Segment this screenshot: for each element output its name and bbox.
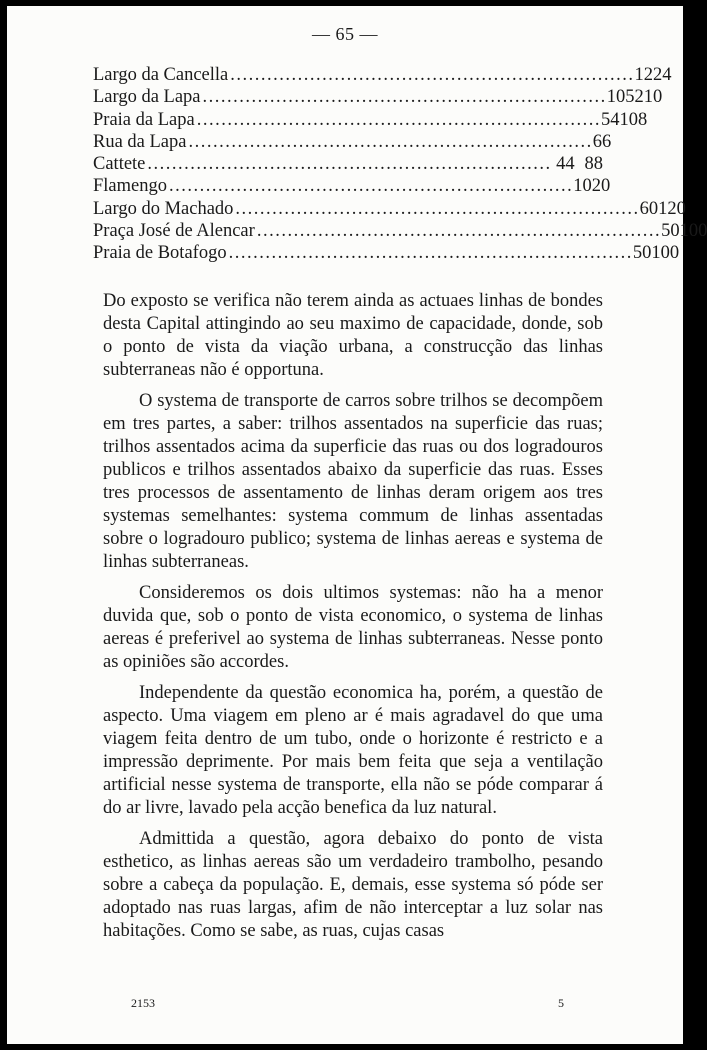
value-col-1: 10: [573, 176, 592, 197]
body-text: [103, 290, 603, 951]
leader-dots: ..................................................................: [147, 154, 552, 175]
street-name: Largo da Lapa: [93, 87, 201, 108]
value-col-2: 24: [653, 65, 672, 85]
table-row: [93, 242, 680, 264]
leader-dots: ..................................................................: [188, 131, 593, 152]
table-row: [93, 220, 707, 242]
street-name: Rua da Lapa: [93, 131, 187, 152]
leader-dots: ..................................................................: [196, 109, 601, 130]
value-col-1: 12: [634, 65, 654, 85]
paragraph: O systema de transporte de carros sobre trilhos se decompõem em tres partes, a saber: trilhos assentados na superficie das ruas; trilhos assentados acima da superficie das ruas ou dos logradouros publicos e trilhos assentados abaixo da superficie das ruas. Esses tres processos de assentamento de linhas deram origem aos tres systemas semelhantes: systema commum de linhas assentadas sobre o logradouro publico; systema de linhas aereas e systema de linhas subterraneas.: [103, 391, 603, 572]
document-page: [7, 6, 707, 1044]
value-col-2: 100: [651, 243, 680, 264]
value-col-1: 44: [556, 154, 575, 175]
table-row: [93, 131, 612, 153]
leader-dots: ..................................................................: [256, 221, 662, 242]
value-col-2: 100: [679, 221, 707, 242]
value-col-1: 6: [592, 131, 602, 152]
street-name: Praça José de Alencar: [93, 221, 255, 242]
street-table: [93, 64, 707, 265]
value-col-1: 50: [632, 243, 652, 264]
value-col-1: 50: [661, 221, 680, 242]
paragraph: Do exposto se verifica não terem ainda as actuaes linhas de bondes desta Capital attingindo ao seu maximo de capacidade, donde, sob o ponto de vista da viação urbana, a construcção das linhas subterraneas não é opportuna.: [103, 291, 603, 380]
value-col-1: 105: [606, 87, 635, 108]
table-row: [93, 86, 663, 108]
footer-signature-mark: 2153: [131, 996, 155, 1010]
street-name: Flamengo: [93, 176, 167, 197]
paragraph: Admittida a questão, agora debaixo do ponto de vista esthetico, as linhas aereas são um verdadeiro trambolho, pesando sobre a cabeça da população. E, demais, esse systema só póde ser adoptado nas ruas largas, afim de não interceptar a luz solar nas habitações. Como se sabe, as ruas, cujas casas: [103, 829, 603, 941]
footer-sheet-number: 5: [558, 996, 564, 1010]
paragraph: Consideremos os dois ultimos systemas: não ha a menor duvida que, sob o ponto de vista economico, o systema de linhas aereas é preferivel ao systema de linhas subterraneas. Nesse ponto as opiniões são accordes.: [103, 583, 603, 672]
table-row: [93, 198, 686, 220]
street-name: Praia de Botafogo: [93, 243, 227, 264]
table-row: [93, 64, 672, 86]
leader-dots: ..................................................................: [202, 87, 607, 108]
value-col-2: 210: [634, 87, 663, 108]
value-col-2: 120: [658, 198, 686, 219]
paragraph: Independente da questão economica ha, porém, a questão de aspecto. Uma viagem em pleno ar é mais agradavel do que uma viagem feita dentro de um tubo, onde o horizonte é restricto e a impressão deprimente. Por mais bem feita que seja a ventilação artificial nesse systema de transporte, ella não se póde comparar á do ar livre, lavado pela acção benefica da luz natural.: [103, 683, 603, 818]
leader-dots: ..................................................................: [228, 243, 633, 264]
street-name: Largo do Machado: [93, 198, 234, 219]
leader-dots: ..................................................................: [235, 198, 640, 219]
value-col-1: 60: [639, 198, 659, 219]
street-name: Largo da Cancella: [93, 65, 229, 85]
leader-dots: ..................................................................: [230, 65, 635, 85]
value-col-2: 20: [591, 176, 611, 197]
value-col-2: 108: [619, 109, 648, 130]
value-col-2: 6: [602, 131, 612, 152]
table-row: [93, 153, 603, 175]
street-name: Praia da Lapa: [93, 109, 195, 130]
page-number: — 65 —: [312, 24, 378, 44]
table-row: [93, 175, 611, 197]
value-col-2: 88: [584, 154, 603, 175]
leader-dots: ..................................................................: [169, 176, 574, 197]
street-name: Cattete: [93, 154, 146, 175]
table-row: [93, 109, 648, 131]
value-col-1: 54: [600, 109, 620, 130]
